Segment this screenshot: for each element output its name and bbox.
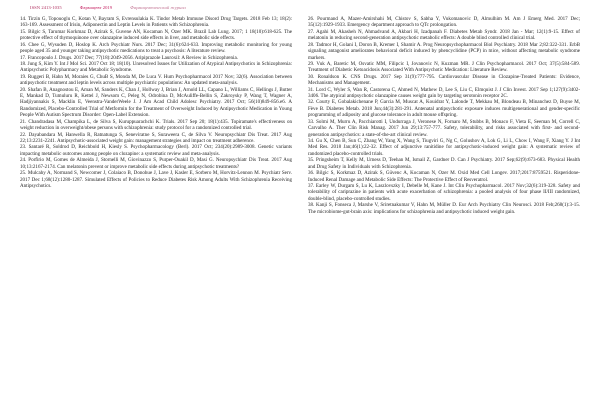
reference-entry: 27. Agahi M, Akasheh N, Ahmadvand A, Akbari H, Izadpanah F. Diabetes Metab Syndr. 2018 Jan - Mar; 12(1):9-15. Effect of melatonin in reducing second-generation antipsychotic metabolic effects: A double blind controlled clinical trial. <box>308 28 580 42</box>
reference-entry: 28. Tadmor H, Golani I, Doron B, Kremer I, Shamir A. Prog Neuropsychopharmacol Biol Psychiatry. 2018 Mar 2;82:322-331. ErbB signaling antagonist ameliorates behavioral deficit induced by phencyclidine (PCP) in mice, without affecting metabolic syndrome markers. <box>308 41 580 61</box>
reference-entry: 15. Bilgic S, Tarumar Korkmaz D, Azirak S, Guvene AN, Kocaman N, Ozer MK. Brazil Lab Lung. 2017; 1 18(10):618-625. The protective effect of thymoquinone over olanzapine induced side effects in liver, and metabolic side effects. <box>20 28 292 42</box>
running-header <box>30 5 580 14</box>
reference-columns <box>20 16 580 215</box>
reference-entry: 32. Courty E, Gobalakichenane P, Garcia M, Muscat A, Kouidrat Y, Lalonde T, Mekkau M, Blondeau B, Minanchez D, Buyse M, Fève B. Diabetes Metab. 2018 Jun;44(3):281-291. Antenatal antipsychotic exposure induces multigenerational and gender-specific programming of adiposity and glucose tolerance in adult mouse offspring. <box>308 99 580 119</box>
header-subtitle: Фармацевтический журнал <box>130 5 186 10</box>
reference-entry: 35. Pringsheim T, Kelly M, Urness D, Teehan M, Ismail Z, Gardner D. Can J Psychiatry. 2017 Sep;62(9):673-683. Physical Health and Drug Safety in Individuals with Schizophrenia. <box>308 157 580 170</box>
reference-entry: 16. Chee G, Wysuden D, Hoslop K. Arch Psychiatr Nurs. 2017 Dec; 31(6):624-633. Improving metabolic monitoring for young people aged 35 and younger taking antipsychotic medications to treat a psychosis: A literature review. <box>20 41 292 55</box>
reference-column-right <box>308 16 580 215</box>
reference-entry: 29. Vuk A, Baretic M, Osvatic MM, Filipcic I, Jovanovic N, Kuzman MR. J Clin Psychopharmacol. 2017 Oct; 37(5):584-589. Treatment of Diabetic Ketoacidosis Associated With Antipsychotic Medication: Literature Review. <box>308 60 580 74</box>
reference-entry: 33. Solmi M, Murru A, Pacchiarotti I, Undurraga J, Veronese N, Fornaro M, Stubbs B, Monaco F, Vieta E, Seeman M, Correll C, Carvalho A. Ther Clin Risk Manag. 2017 Jun 29;13:757-777. Safety, tolerability, and risks associated with first- and second-generation antipsychotics: a state-of-the-art clinical review. <box>308 118 580 138</box>
reference-entry: 14. Tirzin G, Topouoglu C, Kotan V, Bayram S, Evrensulakia K. Tindor Metab Immune Disord Drug Targets. 2018 Feb 13; 18(2): 163-169. Assessment of Irisin, Adiponectin and Leptin Levels in Patients with Schizophrenia. <box>20 16 292 29</box>
reference-entry: 22. Dayabandara M, Hanwella R, Ratnatunga S, Seneviratne S, Suraweera C, de Silva V. Neuropsychiatr Dis Treat. 2017 Aug 22;13:2231-2241. Antipsychotic-associated weight gain: management strategies and impact on treatment adherence. <box>20 131 292 145</box>
header-issn: ISSN 2413-1035 <box>30 5 62 10</box>
reference-entry: 36. Bilgic S, Korkmaz D, Azirak S, Güvenc A, Kocaman N, Ozer M. Oxid Med Cell Longev. 2017;2017:8759521. Risperidone-Induced Renal Damage and Metabolic Side Effects: The Protective Effect of Resveratrol. <box>308 170 580 183</box>
reference-entry: 20. Shafan B, Anagnostou E, Aman M, Sanders K, Chan J, Hollway J, Brian J, Arnold LL, Capano L, Williams C, Hellings J, Butter E, Mankad D, Tumuluru R, Kettel J, Newsom C, Peleg N, Odrobina D, McAuliffe-Bellin S, Zakroysky P, Wang T, Wagner A, Hadjiyannakis S, Macklin E, Veenstra-VanderWeele J. J Am Acad Child Adolesc Psychiatry. 2017 Oct; 56(10)849-856.e6. A Randomized, Placebo-Controlled Trial of Metformin for the Treatment of Overweight Induced by Antipsychotic Medication in Young People With Autism Spectrum Disorder: Open-Label Extension. <box>20 86 292 119</box>
reference-entry: 30. Ronaldson K. CNS Drugs. 2017 Sep 31(9):777-795. Cardiovascular Disease in Clozapine-Treated Patients: Evidence, Mechanisms and Management. <box>308 73 580 87</box>
reference-entry: 18. Jung S, Kim Y. Int J Mol Sci. 2017 Oct 18; 18(10). Unresolved Issues for Utilization of Atypical Antipsychotics in Schizophrenia: Antipsychotic Polypharmacy and Metabolic Syndrome. <box>20 60 292 74</box>
reference-entry: 23. Santaré R, Soldrod D, Reichbold H, Kiesly S. Psychopharmacology (Berl). 2017 Oct; 234(20):2989-3008. Genetic variants impacting metabolic outcomes among people on clozapine: a systematic review and meta-analysis. <box>20 144 292 157</box>
reference-entry: 21. Chandradasa M, Champika L, de Silva S, Kuruppuarachchi K. Trials. 2017 Sep 20; 18(1):435. Topiramate's effectiveness on weight reduction in overweight/obese persons with schizophrenia: study protocol for a randomized controlled trial. <box>20 118 292 132</box>
reference-entry: 24. Porfirio M, Gomes de Almeida J, Stornelli M, Giovinazzo S, Purper-Ouakil D, Masi G. Neuropsychiatr Dis Treat. 2017 Aug 10;13:2167-2174. Can melatonin prevent or improve metabolic side effects during antipsychotic treatments? <box>20 157 292 170</box>
header-journal: Фармацевт 2019 <box>79 5 113 10</box>
reference-entry: 17. Francopoulo J. Drugs. 2017 Dec; 77(18):2049-2056. Aripiprazole Lauroxil: A Review in Schizophrenia. <box>20 54 238 61</box>
reference-entry: 34. Gu X, Chen B, Sun C, Zhang W, Yang X, Wang S, Tiugviri G, Ng C, Golushov A, Lok G, Li L, Chow I, Wang F, Xiang Y. J Int Med Res. 2018 Jan;46(1):22-32. Effect of adjunctive ranitidine for antipsychotic-induced weight gain: A systematic review of randomized placebo-controlled trials. <box>308 138 580 157</box>
reference-column-left <box>20 16 292 215</box>
reference-entry: 37. Earley W, Durgam S, Lu K, Laszlovszky I, Debelle M, Kane J. Int Clin Psychopharmacol. 2017 Nov;32(6):319-328. Safety and tolerability of cariprazine in patients with acute exacerbation of schizophrenia: a pooled analysis of four phase II/III randomized, double-blind, placebo-controlled studies. <box>308 182 580 202</box>
reference-entry: 38. Kanji S, Fonseca J, Marshe V, Sriretnakumar V, Hahn M, Müller D. Eur Arch Psychiatry Clin Neurosci. 2018 Feb;268(1):3-15. The microbiome-gut-brain axis: implications for schizophrenia and antipsychotic induced weight gain. <box>308 202 580 215</box>
reference-entry: 31. Lord C, Wyler S, Wan R, Castorena C, Ahmed N, Mathew D, Lee S, Liu C, Elmquist J. J Clin Invest. 2017 Sep 1;127(9):3402-3406. The atypical antipsychotic olanzapine causes weight gain by targeting serotonin receptor 2C. <box>308 86 580 100</box>
reference-entry: 26. Pourmand A, Mazer-Amirshahi M, Chistov S, Sabha Y, Vukomanovic D, Almulhim M. Am J Emerg Med. 2017 Dec; 35(12):1929-1933. Emergency department approach to QTc prolongation. <box>308 16 580 29</box>
reference-entry: 19. Ruggeri B, Hahn M, Moraies G, ChuB S, Monda M, De Luca V. Hum Psychopharmacol 2017 Nov; 32(6). Association between antipsychotic treatment and leptin levels across multiple psychiatric populations: An updated meta-analysis. <box>20 73 292 87</box>
reference-entry: 25. Mulcahy A, Normand S, Newcomer J, Colaiaco B, Donohue J, Lave J, Kasler E, Sorbero M, Horvitz-Lennon M. Psychiatr Serv. 2017 Dec 1;68(12):1280-1287. Simulated Effects of Policies to Reduce Diabetes Risk Among Adults With Schizophrenia Receiving Antipsychotics. <box>20 170 292 189</box>
